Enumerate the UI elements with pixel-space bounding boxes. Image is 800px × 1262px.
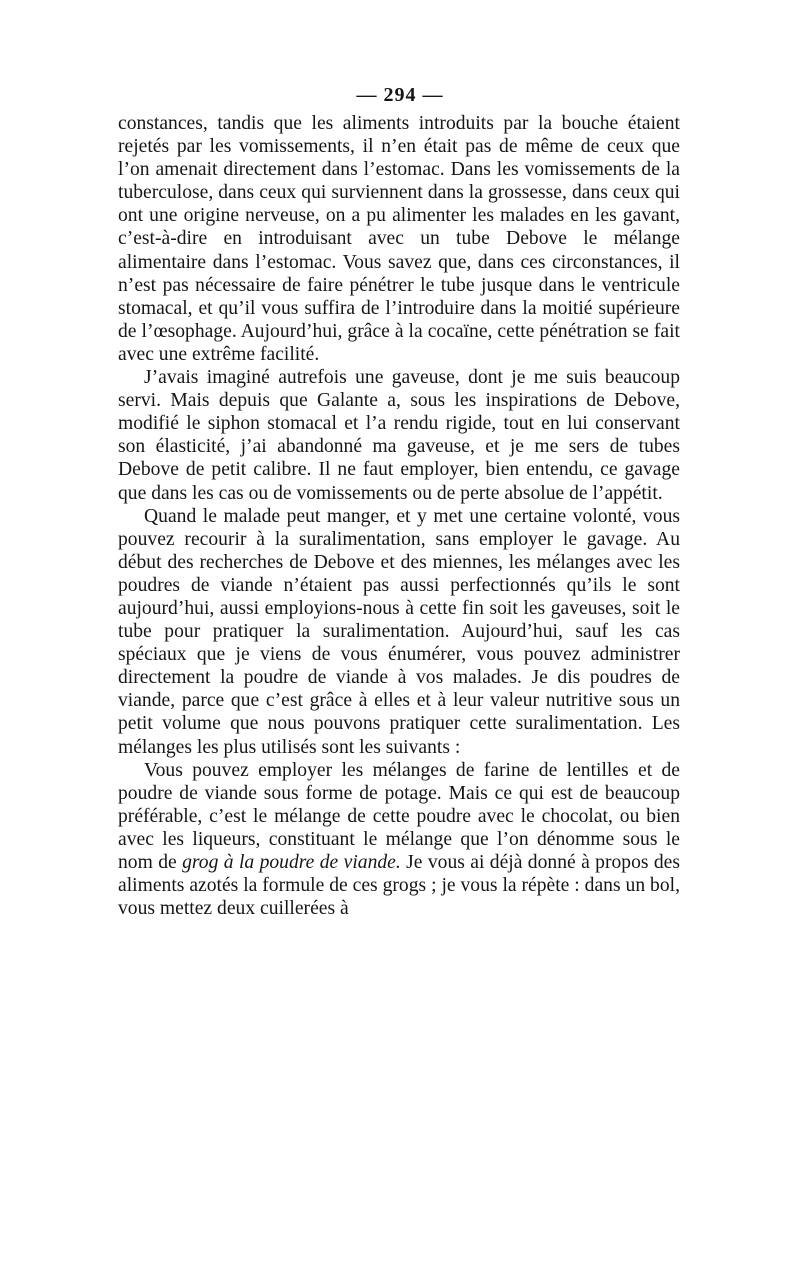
paragraph-text: Vous pouvez employer les mélanges de farine de lentilles et de poudre de viande sous forme de potage. Mais ce qui est de beaucoup préférable, c’est le mélange de cette poudre avec le chocolat, ou bien avec les liqueurs, constituant le mélange que l’on dénomme sous le nom de [118,759,680,873]
page-number: — 294 — [356,84,444,106]
paragraph-3 [118,505,680,759]
paragraph-text: Quand le malade peut manger, et y met une certaine volonté, vous pouvez recourir à la suralimentation, sans employer le gavage. Au début des recherches de Debove et des miennes, les mélanges avec les poudres de viande n’étaient pas aussi perfectionnés qu’ils le sont aujourd’hui, aussi employions-nous à cette fin soit les gaveuses, soit le tube pour pratiquer la suralimentation. Aujourd’hui, sauf les cas spéciaux que je viens de vous énumérer, vous pouvez administrer directement la poudre de viande à vos malades. Je dis poudres de viande, parce que c’est grâce à elles et à leur valeur nutritive sous un petit volume que nous pouvons pratiquer cette suralimentation. Les mélanges les plus utilisés sont les suivants : [118,505,680,758]
paragraph-2 [118,366,680,505]
paragraph-1 [118,112,680,366]
paragraph-4 [118,759,680,921]
paragraph-text: Je vous ai déjà donné à propos des aliments azotés la formule de ces grogs ; je vous la répète : dans un bol, vous mettez deux cuillerées à [118,852,680,920]
italic-phrase: grog à la poudre de viande. [182,852,401,873]
body-text [118,112,680,920]
paragraph-text: J’avais imaginé autrefois une gaveuse, dont je me suis beaucoup servi. Mais depuis que Galante a, sous les inspirations de Debove, modifié le siphon stomacal et l’a rendu rigide, tout en lui conservant son élasticité, j’ai abandonné ma gaveuse, et je me sers de tubes Debove de petit calibre. Il ne faut employer, bien entendu, ce gavage que dans les cas ou de vomissements ou de perte absolue de l’appétit. [118,367,680,504]
paragraph-text: constances, tandis que les aliments introduits par la bouche étaient rejetés par les vomissements, il n’en était pas de même de ceux que l’on amenait directement dans l’estomac. Dans les vomissements de la tuberculose, dans ceux qui surviennent dans la grossesse, dans ceux qui ont une origine nerveuse, on a pu alimenter les malades en les gavant, c’est-à-dire en introduisant avec un tube Debove le mélange alimentaire dans l’estomac. Vous savez que, dans ces circonstances, il n’est pas nécessaire de faire pénétrer le tube jusque dans le ventricule stomacal, et qu’il vous suffira de l’introduire dans la moitié supérieure de l’œsophage. Aujourd’hui, grâce à la cocaïne, cette pénétration se fait avec une extrême facilité. [118,113,680,365]
